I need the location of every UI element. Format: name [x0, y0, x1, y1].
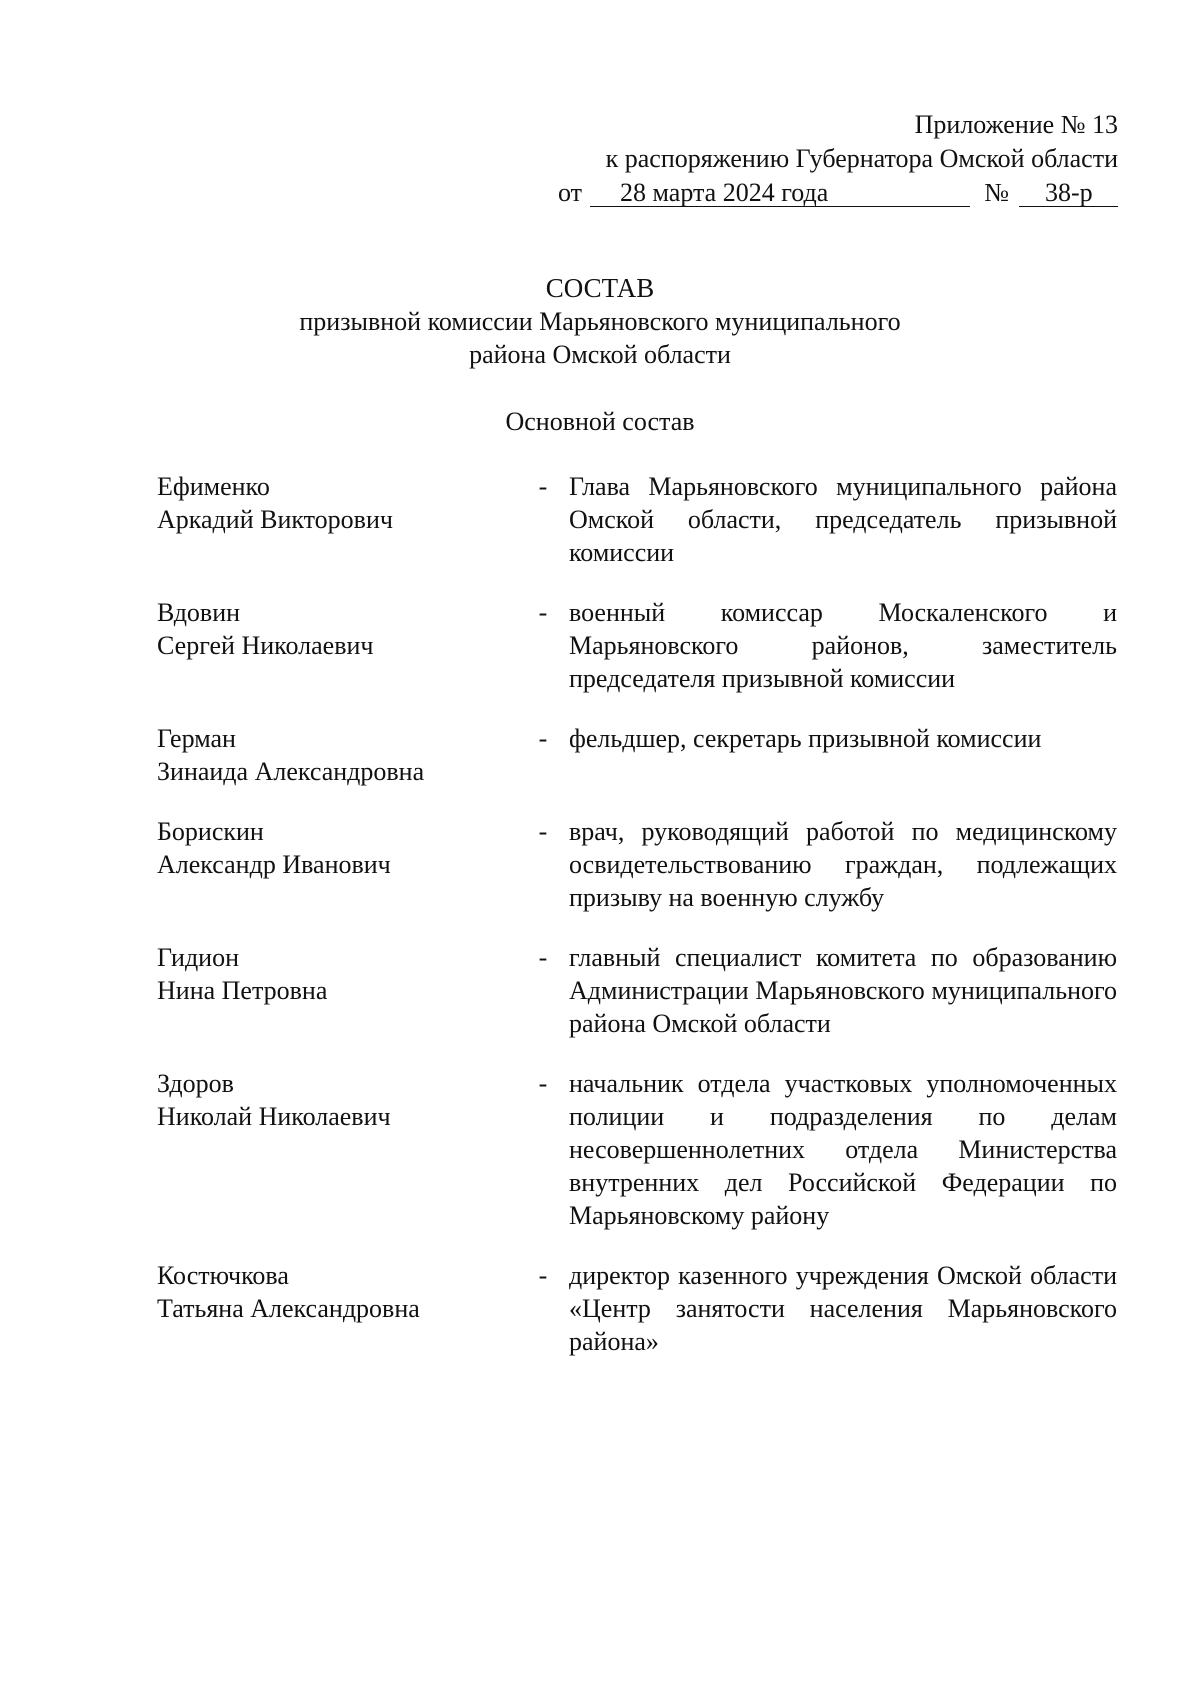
member-role: главный специалист комитета по образованию Администрации Марьяновского муниципального района Омской области	[569, 943, 1117, 1038]
member-row	[157, 815, 1117, 914]
document-title	[0, 272, 1200, 371]
number-label: №	[984, 178, 1010, 207]
member-dash: -	[538, 1261, 548, 1290]
appendix-date-line	[558, 176, 1118, 210]
member-role: врач, руководящий работой по медицинскому освидетельствованию граждан, подлежащих призыву на военную службу	[569, 817, 1117, 912]
member-dash: -	[538, 1069, 548, 1098]
appendix-block	[558, 108, 1118, 210]
section-heading: Основной состав	[505, 407, 695, 436]
member-surname: Ефименко	[157, 472, 270, 501]
member-surname: Здоров	[157, 1069, 234, 1098]
member-row	[157, 1067, 1117, 1232]
member-surname: Герман	[157, 724, 236, 753]
member-role: начальник отдела участковых уполномоченных полиции и подразделения по делам несовершеннолетних отдела Министерства внутренних дел Российской Федерации по Марьяновскому району	[569, 1069, 1117, 1230]
member-name	[157, 1259, 517, 1358]
title-main: СОСТАВ	[545, 273, 655, 303]
member-dash: -	[538, 598, 548, 627]
member-name	[157, 722, 517, 788]
appendix-reference: к распоряжению Губернатора Омской области	[605, 144, 1118, 173]
member-role: Глава Марьяновского муниципального района Омской области, председатель призывной комиссии	[569, 472, 1117, 567]
member-name	[157, 941, 517, 1040]
member-row	[157, 941, 1117, 1040]
appendix-number: Приложение № 13	[914, 110, 1118, 139]
member-dash: -	[538, 724, 548, 753]
order-number: 38-р	[1019, 180, 1118, 207]
member-name	[157, 470, 517, 569]
member-given-names: Николай Николаевич	[157, 1102, 391, 1131]
member-name	[157, 815, 517, 914]
member-given-names: Аркадий Викторович	[157, 505, 393, 534]
member-role: директор казенного учреждения Омской области «Центр занятости населения Марьяновского района»	[569, 1261, 1117, 1356]
member-row	[157, 1259, 1117, 1358]
member-dash: -	[538, 472, 548, 501]
title-line-2: района Омской области	[469, 340, 731, 369]
member-surname: Борискин	[157, 817, 264, 846]
title-line-1: призывной комиссии Марьяновского муниципального	[299, 307, 901, 336]
member-given-names: Нина Петровна	[157, 976, 328, 1005]
member-role: фельдшер, секретарь призывной комиссии	[569, 724, 1042, 753]
member-role: военный комиссар Москаленского и Марьяновского районов, заместитель председателя призывной комиссии	[569, 598, 1117, 693]
member-name	[157, 1067, 517, 1232]
member-given-names: Александр Иванович	[157, 850, 391, 879]
member-surname: Костючкова	[157, 1261, 289, 1290]
member-given-names: Сергей Николаевич	[157, 631, 374, 660]
member-row	[157, 722, 1117, 788]
member-given-names: Зинаида Александровна	[157, 757, 425, 786]
member-row	[157, 596, 1117, 695]
member-row	[157, 470, 1117, 569]
member-name	[157, 596, 517, 695]
order-date: 28 марта 2024 года	[590, 180, 970, 207]
members-list	[157, 470, 1117, 1358]
member-dash: -	[538, 817, 548, 846]
member-surname: Гидион	[157, 943, 240, 972]
member-surname: Вдовин	[157, 598, 241, 627]
member-given-names: Татьяна Александровна	[157, 1294, 420, 1323]
from-label: от	[558, 178, 583, 207]
member-dash: -	[538, 943, 548, 972]
